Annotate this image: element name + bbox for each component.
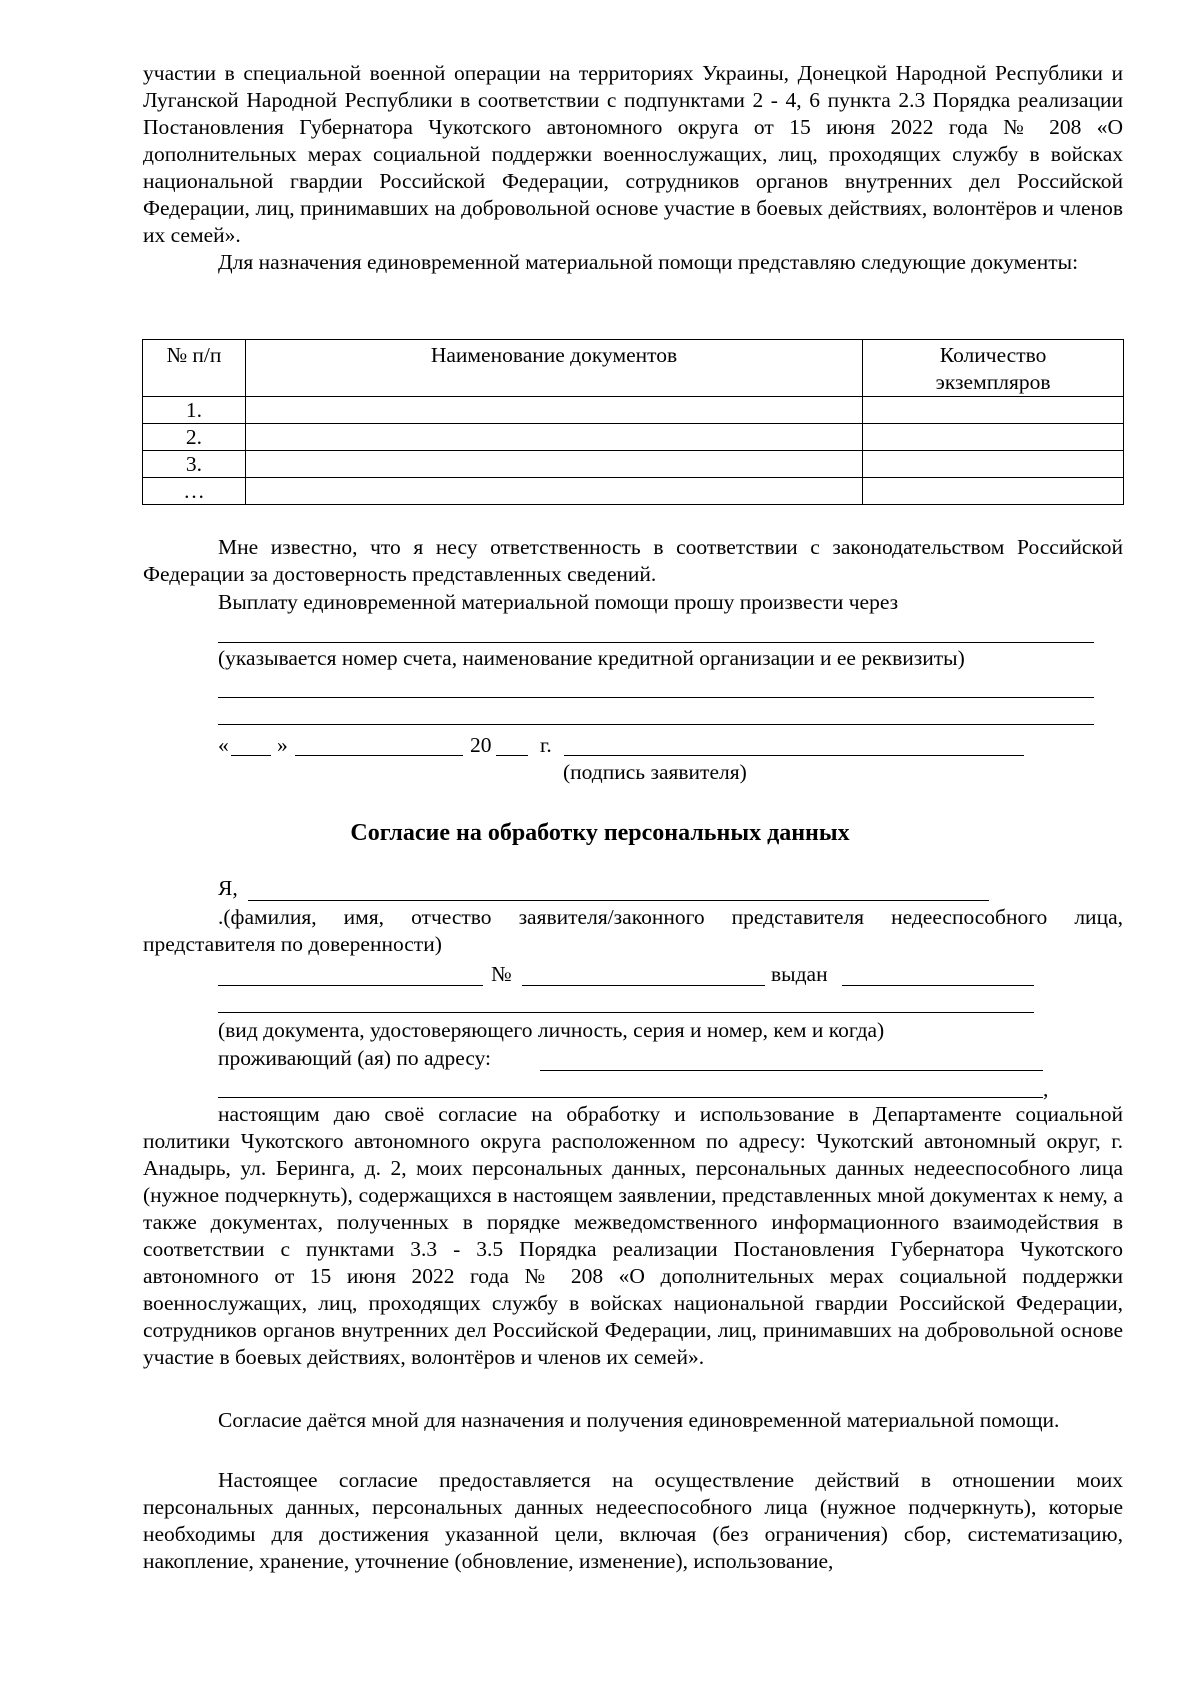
table-row <box>143 451 1124 478</box>
row-number: 3. <box>143 451 246 478</box>
number-label: № <box>491 962 512 986</box>
address-line-2[interactable] <box>218 1097 1043 1098</box>
col-header-number: № п/п <box>143 340 246 397</box>
col-header-quantity: Количество экземпляров <box>863 340 1124 397</box>
consent-body: настоящим даю своё согласие на обработку и использование в Департаменте социальной политики Чукотского автономного округа расположенном по адресу: Чукотский автономный округ, г. Анадырь, ул. Беринга, д. 2, моих персональных данных, персональных данных недееспособного лица (нужное подчеркнуть), содержащихся в настоящем заявлении, представленных мной документах к нему, а также документах, полученных в порядке межведомственного информационного взаимодействия в соответствии с пунктами 3.3 - 3.5 Порядка реализации Постановления Губернатора Чукотского автономного от 15 июня 2022 года № 208 «О дополнительных мерах социальной поддержки военнослужащих, лиц, проходящих службу в войсках национальной гвардии Российской Федерации, сотрудников органов внутренних дел Российской Федерации, лиц, принимавших на добровольной основе участие в боевых действиях, волонтёров и членов их семей». <box>143 1102 1123 1369</box>
date-year-line[interactable] <box>496 755 528 756</box>
date-day-line[interactable] <box>231 755 271 756</box>
address-line-1[interactable] <box>540 1070 1043 1071</box>
payment-line-1[interactable] <box>218 642 1094 643</box>
signature-hint: (подпись заявителя) <box>563 760 747 784</box>
row-quantity[interactable] <box>863 424 1124 451</box>
consent-title: Согласие на обработку персональных данных <box>350 820 850 846</box>
consent-i-label: Я, <box>218 876 238 900</box>
document-hint: (вид документа, удостоверяющего личность, серия и номер, кем и когда) <box>218 1018 885 1042</box>
table-header-row <box>143 340 1124 397</box>
col-header-name: Наименование документов <box>245 340 862 397</box>
document-number-line[interactable] <box>522 985 765 986</box>
row-document-name[interactable] <box>245 397 862 424</box>
document-details-line[interactable] <box>218 1012 1034 1013</box>
table-row <box>143 478 1124 505</box>
documents-table <box>142 339 1124 505</box>
row-number: 1. <box>143 397 246 424</box>
intro-paragraph: участии в специальной военной операции на территориях Украины, Донецкой Народной Республики и Луганской Народной Республики в соответствии с подпунктами 2 - 4, 6 пункта 2.3 Порядка реализации Постановления Губернатора Чукотского автономного округа от 15 июня 2022 года № 208 «О дополнительных мерах социальной поддержки военнослужащих, лиц, проходящих службу в войсках национальной гвардии Российской Федерации, сотрудников органов внутренних дел Российской Федерации, лиц, принимавших на добровольной основе участие в боевых действиях, волонтёров и членов их семей». <box>143 61 1123 247</box>
name-hint: .(фамилия, имя, отчество заявителя/законного представителя недееспособного лица, представителя по доверенности) <box>143 905 1123 956</box>
payment-hint: (указывается номер счета, наименование кредитной организации и ее реквизиты) <box>218 646 965 670</box>
row-document-name[interactable] <box>245 451 862 478</box>
date-month-line[interactable] <box>295 755 463 756</box>
issued-by-line[interactable] <box>842 985 1034 986</box>
table-row <box>143 397 1124 424</box>
consent-purpose: Согласие даётся мной для назначения и получения единовременной материальной помощи. <box>218 1408 1060 1432</box>
issued-label: выдан <box>771 962 828 986</box>
table-row <box>143 424 1124 451</box>
row-quantity[interactable] <box>863 451 1124 478</box>
documents-intro: Для назначения единовременной материальной помощи представляю следующие документы: <box>218 250 1079 274</box>
row-quantity[interactable] <box>863 478 1124 505</box>
payment-line-2[interactable] <box>218 697 1094 698</box>
row-document-name[interactable] <box>245 424 862 451</box>
row-number: 2. <box>143 424 246 451</box>
date-close-quote: » <box>277 733 288 757</box>
row-number: … <box>143 478 246 505</box>
row-document-name[interactable] <box>245 478 862 505</box>
payment-request: Выплату единовременной материальной помощи прошу произвести через <box>218 590 899 614</box>
document-type-line[interactable] <box>218 985 483 986</box>
consent-scope: Настоящее согласие предоставляется на осуществление действий в отношении моих персональных данных, персональных данных недееспособного лица (нужное подчеркнуть), которые необходимы для достижения указанной цели, включая (без ограничения) сбор, систематизацию, накопление, хранение, уточнение (обновление, изменение), использование, <box>143 1468 1123 1573</box>
payment-line-3[interactable] <box>218 724 1094 725</box>
date-open-quote: « <box>218 733 229 757</box>
address-label: проживающий (ая) по адресу: <box>218 1046 492 1070</box>
applicant-name-line[interactable] <box>248 900 989 901</box>
address-comma: , <box>1043 1077 1049 1101</box>
row-quantity[interactable] <box>863 397 1124 424</box>
signature-line[interactable] <box>564 755 1024 756</box>
responsibility-statement: Мне известно, что я несу ответственность в соответствии с законодательством Российской Федерации за достоверность представленных сведений. <box>143 535 1123 586</box>
date-year-suffix: г. <box>540 733 552 757</box>
date-year-prefix: 20 <box>470 733 492 757</box>
